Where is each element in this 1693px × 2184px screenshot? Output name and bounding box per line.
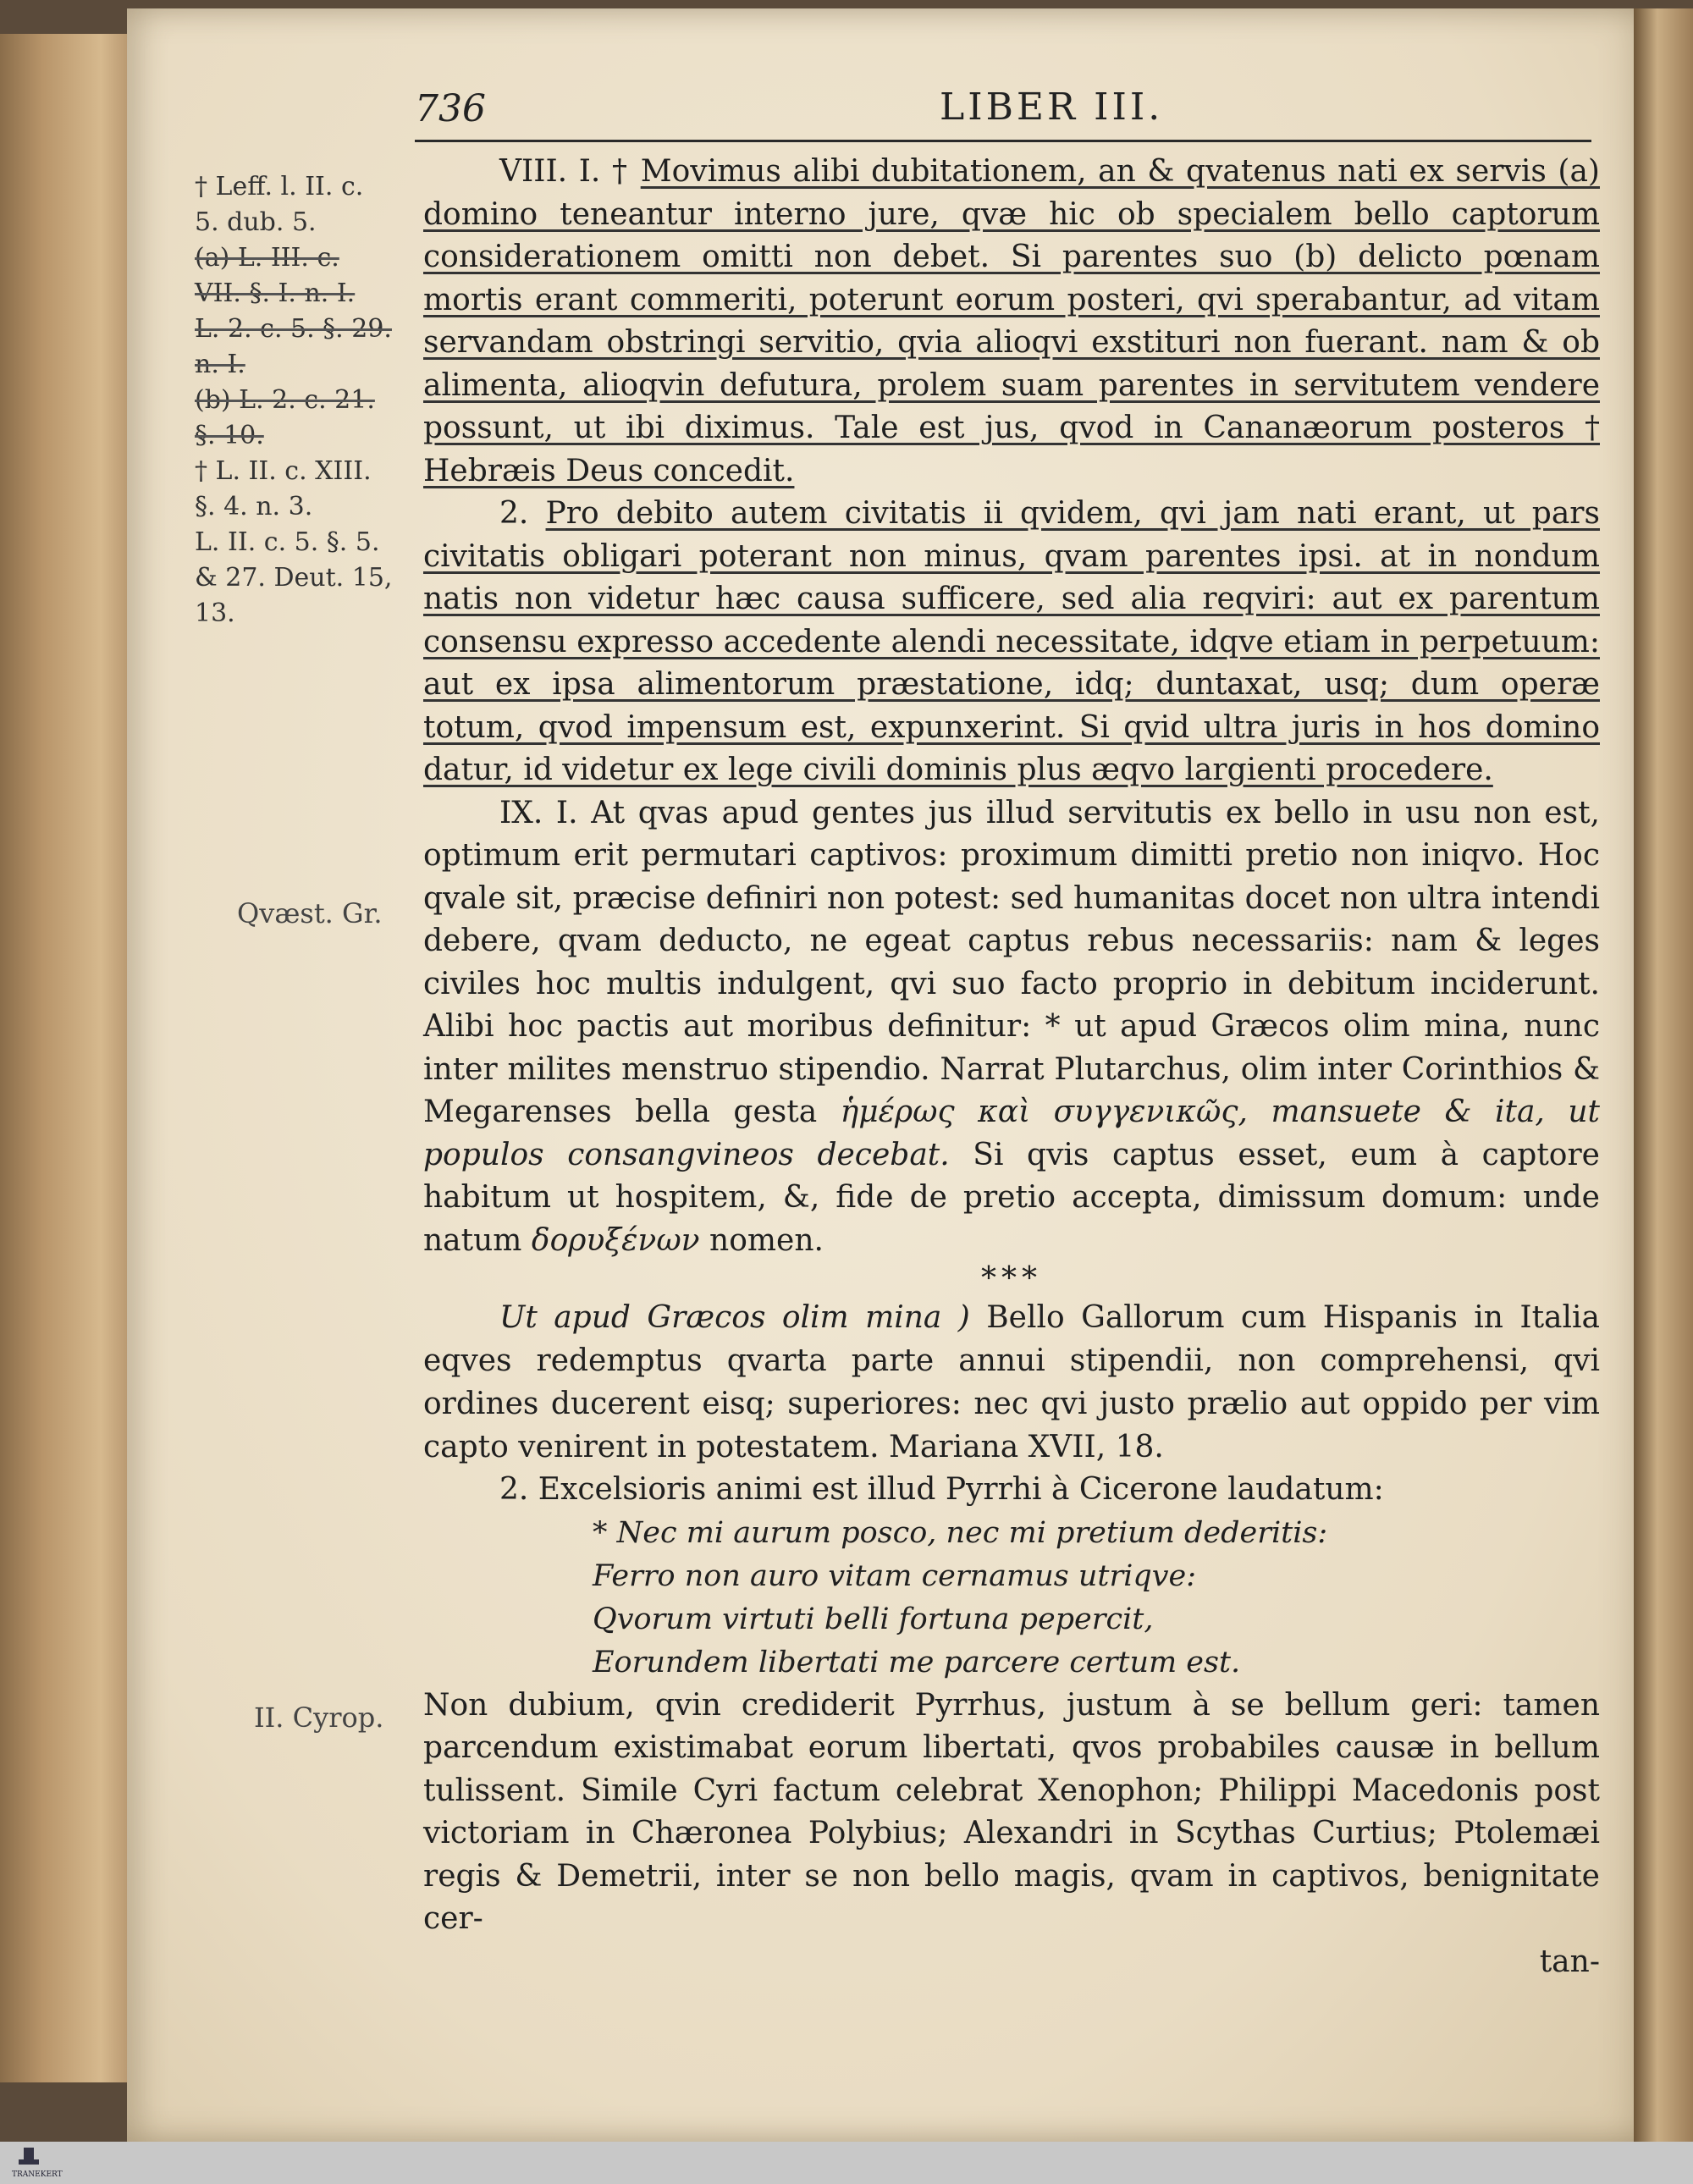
- verse-line: Qvorum virtuti belli fortuna pepercit,: [593, 1602, 1154, 1636]
- book-gutter: [1634, 8, 1693, 2142]
- margin-note: L. 2. c. 5. §. 29.: [195, 314, 392, 344]
- section-number: VIII. I. †: [499, 154, 630, 189]
- margin-note: n. I.: [195, 350, 245, 379]
- margin-note: VII. §. I. n. I.: [195, 279, 356, 308]
- greek-word: δορυξένων: [531, 1222, 700, 1258]
- verse-quote: [593, 1512, 1600, 1685]
- annotation-text: Bello Gallorum cum Hispanis in Italia eqves redemptus qvarta parte annui stipendii, non comprehensi, qvi ordines ducerent eisq; superiores: nec qvi justo prælio aut oppido per vim capto venirent in potestatem. Mariana XVII, 18.: [423, 1300, 1600, 1464]
- paragraph-text: Movimus alibi dubitationem, an & qvatenus nati ex servis (a) domino teneantur interno jure, qvæ hic ob specialem bello captorum considerationem omitti non debet. Si parentes suo (b) delicto pœnam mortis erant commeriti, poterunt eorum posteri, qvi sperabantur, ad vitam servandam obstringi servitio, qvia alioqvi exstituri non fuerant. nam & ob alimenta, alioqvin defutura, prolem suam parentes in servitutem vendere possunt, ut ibi diximus. Tale est jus, qvod in Cananæorum posteros † Hebræis Deus concedit.: [423, 154, 1600, 488]
- italic-gloss: , mansuete & ita, ut populos consangvineos decebat.: [423, 1095, 1600, 1172]
- margin-note: L. II. c. 5. §. 5.: [195, 527, 380, 557]
- page-header: [415, 80, 1591, 140]
- catchword: tan-: [1539, 1944, 1600, 1979]
- paragraph-viii-2: [423, 493, 1600, 792]
- page-number: 736: [415, 87, 486, 130]
- margin-note: §. 10.: [195, 421, 264, 450]
- paragraph-ix-2: 2. Excelsioris animi est illud Pyrrhi à Cicerone laudatum:: [499, 1472, 1384, 1507]
- greek-phrase: ἡμέρως καὶ συγγενικῶς: [840, 1095, 1238, 1129]
- paragraph-text: Si qvis captus esset, eum à captore habitum ut hospitem, &, fide de pretio accepta, dimissum domum: unde natum: [423, 1137, 1600, 1258]
- margin-note: §. 4. n. 3.: [195, 492, 313, 521]
- margin-note-quaest: Qvæst. Gr.: [237, 897, 383, 929]
- margin-note: (b) L. 2. c. 21.: [195, 385, 375, 415]
- verse-line: Ferro non auro vitam cernamus utriqve:: [593, 1558, 1197, 1593]
- main-text: [423, 151, 1600, 1983]
- paragraph-text: Pro debito autem civitatis ii qvidem, qvi jam nati erant, ut pars civitatis obligari poterant non minus, qvam parentes ipsi. at in nondum natis non videtur hæc causa sufficere, sed alia reqviri: aut ex parentum consensu expresso accedente alendi necessitate, idqve etiam in perpetuum: aut ex ipsa alimentorum præstatione, idq; duntaxat, usq; dum operæ totum, qvod impensum est, expunxerint. Si qvid ultra juris in hos domino datur, id videtur ex lege civili dominis plus æqvo largienti procedere.: [423, 496, 1600, 787]
- margin-note: 13.: [195, 598, 235, 628]
- paragraph-text: nomen.: [709, 1222, 824, 1258]
- margin-note: 5. dub. 5.: [195, 207, 317, 237]
- paragraph-text: At qvas apud gentes jus illud servitutis ex bello in usu non est, optimum erit permutari captivos: proximum dimitti pretio non iniqvo. Hoc qvale sit, præcise definiri non potest: sed humanitas docet non ultra intendi debere, qvam deducto, ne egeat captus rebus necessariis: nam & leges civiles hoc multis indulgent, qvi suo facto proprio in debitum inciderunt. Alibi hoc pactis aut moribus definitur: * ut apud Græcos olim mina, nunc inter milites menstruo stipendio. Narrat Plutarchus, olim inter Corinthios & Megarenses bella gesta: [423, 795, 1600, 1129]
- header-rule: [415, 140, 1591, 142]
- margin-note-cyrop: II. Cyrop.: [254, 1701, 384, 1734]
- section-number: IX. I.: [499, 795, 578, 830]
- paragraph-viii-1: [423, 151, 1600, 493]
- book-page-edges: [0, 34, 144, 2082]
- margin-notes: [195, 169, 423, 631]
- paragraph-continuation: Non dubium, qvin crediderit Pyrrhus, justum à se bellum geri: tamen parcendum existimabat eorum libertati, qvos probabiles causæ in bellum tulissent. Simile Cyri factum celebrat Xenophon; Philippi Macedonis post victoriam in Chæronea Polybius; Alexandri in Scythas Curtius; Ptolemæi regis & Demetrii, inter se non bello magis, qvam in captivos, benignitate cer-: [423, 1687, 1600, 1936]
- margin-note: † Leff. l. II. c.: [195, 172, 364, 201]
- margin-note: † L. II. c. XIII.: [195, 456, 372, 486]
- library-logo-icon: [12, 2146, 46, 2168]
- running-head: LIBER III.: [940, 85, 1164, 129]
- section-number: 2.: [499, 496, 529, 531]
- verse-line: Eorundem libertati me parcere certum est.: [593, 1645, 1241, 1679]
- annotation-lemma: Ut apud Græcos olim mina ): [499, 1300, 970, 1335]
- margin-note: & 27. Deut. 15,: [195, 563, 393, 593]
- annotation: [423, 1296, 1600, 1469]
- paragraph-ix-1: [423, 792, 1600, 1263]
- viewer-bottom-bar: [0, 2142, 1693, 2184]
- asterism: ***: [981, 1261, 1042, 1296]
- library-logo-text: TRANEKERT: [12, 2170, 63, 2179]
- margin-note: (a) L. III. c.: [195, 243, 339, 273]
- library-logo: [12, 2146, 63, 2180]
- verse-line: * Nec mi aurum posco, nec mi pretium dederitis:: [593, 1515, 1328, 1550]
